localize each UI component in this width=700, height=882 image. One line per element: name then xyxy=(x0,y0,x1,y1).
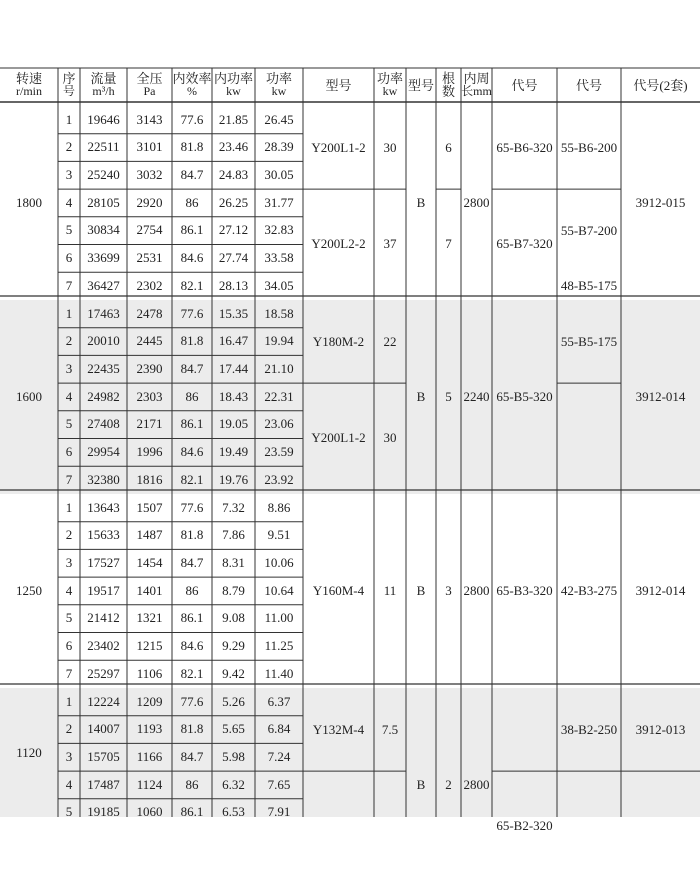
pressure-value: 3032 xyxy=(136,166,163,182)
row-index: 3 xyxy=(65,748,73,764)
pressure-value: 1816 xyxy=(136,471,163,487)
power-value: 6.84 xyxy=(267,721,291,737)
column-header-line1: 功率 xyxy=(265,71,292,86)
motor-pulley-code: 65-B5-320 xyxy=(496,389,553,404)
belt-type: B xyxy=(416,583,426,598)
power-value: 33.58 xyxy=(264,250,294,265)
internal-power-value: 23.46 xyxy=(218,139,249,155)
internal-power-value: 21.85 xyxy=(218,111,249,127)
row-index: 1 xyxy=(65,111,73,127)
power-value: 10.64 xyxy=(264,582,294,598)
flow-value: 36427 xyxy=(87,277,120,293)
flow-value: 28105 xyxy=(87,194,120,210)
column-header-line1: 流量 xyxy=(90,71,117,86)
internal-power-value: 6.32 xyxy=(222,776,245,792)
column-header-line1: 转速 xyxy=(15,71,42,86)
column-header-line1: 代号 xyxy=(575,77,602,93)
belt-count: 3 xyxy=(445,583,452,598)
belt-type: B xyxy=(416,195,426,210)
flow-value: 32380 xyxy=(87,471,120,487)
set-code: 3912-015 xyxy=(635,195,686,210)
column-header-line2: r/min xyxy=(16,84,42,98)
power-value: 18.58 xyxy=(264,305,294,321)
motor-power: 30 xyxy=(383,139,397,155)
flow-value: 15705 xyxy=(87,748,120,764)
internal-power-value: 9.29 xyxy=(222,638,245,653)
column-header-line2: 长mm xyxy=(461,84,492,98)
power-value: 8.86 xyxy=(267,499,291,515)
row-index: 6 xyxy=(65,444,73,459)
belt-type: B xyxy=(416,389,426,404)
internal-power-value: 9.42 xyxy=(222,665,245,681)
pressure-value: 2531 xyxy=(136,250,163,265)
motor-power: 22 xyxy=(383,333,397,349)
efficiency-value: 82.1 xyxy=(180,277,204,293)
motor-model: Y200L2-2 xyxy=(311,236,366,252)
row-index: 3 xyxy=(65,166,73,182)
set-code: 3912-013 xyxy=(635,721,686,737)
speed-value: 1600 xyxy=(16,389,42,404)
row-index: 5 xyxy=(65,416,73,432)
column-header xyxy=(461,68,492,102)
power-value: 30.05 xyxy=(264,166,294,182)
efficiency-value: 84.6 xyxy=(180,444,204,459)
power-value: 34.05 xyxy=(264,277,294,293)
efficiency-value: 77.6 xyxy=(180,111,204,127)
internal-power-value: 18.43 xyxy=(218,388,249,404)
internal-power-value: 16.47 xyxy=(218,333,249,349)
row-index: 7 xyxy=(65,471,73,487)
row-index: 1 xyxy=(65,499,73,515)
flow-value: 29954 xyxy=(87,444,120,459)
fan-pulley-code: 48-B5-175 xyxy=(560,278,618,294)
efficiency-value: 86.1 xyxy=(180,416,204,432)
flow-value: 15633 xyxy=(87,527,120,543)
efficiency-value: 81.8 xyxy=(180,333,204,349)
flow-value: 17463 xyxy=(87,305,120,321)
fan-pulley-code: 55-B5-175 xyxy=(560,333,618,349)
efficiency-value: 77.6 xyxy=(180,305,204,321)
efficiency-value: 77.6 xyxy=(180,499,204,515)
pressure-value: 2478 xyxy=(136,305,163,321)
belt-length: 2240 xyxy=(463,389,490,404)
pressure-value: 1193 xyxy=(136,721,163,737)
column-header xyxy=(406,68,436,102)
column-header xyxy=(172,68,212,102)
motor-model: Y132M-4 xyxy=(312,721,365,737)
motor-power: 11 xyxy=(383,582,397,598)
column-header-line2: kw xyxy=(382,84,398,98)
motor-power: 37 xyxy=(383,236,397,252)
efficiency-value: 84.7 xyxy=(180,554,204,570)
pressure-value: 2390 xyxy=(136,360,163,376)
internal-power-value: 5.65 xyxy=(222,721,245,737)
pressure-value: 1209 xyxy=(136,693,163,709)
power-value: 6.37 xyxy=(267,693,291,709)
column-header xyxy=(374,68,406,102)
flow-value: 14007 xyxy=(87,721,120,737)
column-header xyxy=(0,68,58,102)
pressure-value: 1487 xyxy=(136,527,163,543)
belt-type: B xyxy=(416,776,426,792)
column-header-line1: 根数 xyxy=(441,71,455,99)
column-header-line1: 内周 xyxy=(463,71,490,86)
flow-value: 23402 xyxy=(87,638,120,653)
row-index: 1 xyxy=(65,305,73,321)
belt-count: 2 xyxy=(445,776,452,792)
power-value: 10.06 xyxy=(264,554,294,570)
efficiency-value: 84.6 xyxy=(180,638,204,653)
belt-count: 6 xyxy=(445,139,452,155)
power-value: 11.25 xyxy=(264,638,294,653)
row-index: 2 xyxy=(65,333,73,349)
row-index: 2 xyxy=(65,721,73,737)
fan-pulley-code: 42-B3-275 xyxy=(560,583,618,598)
fan-pulley-code: 55-B6-200 xyxy=(560,139,618,155)
efficiency-value: 86 xyxy=(185,388,199,404)
column-header-line2: Pa xyxy=(143,84,156,98)
power-value: 11.00 xyxy=(264,610,294,626)
row-index: 4 xyxy=(65,582,73,598)
power-value: 23.06 xyxy=(264,416,294,432)
efficiency-value: 86 xyxy=(185,582,199,598)
row-index: 7 xyxy=(65,277,73,293)
row-index: 5 xyxy=(65,222,73,238)
efficiency-value: 84.7 xyxy=(180,748,204,764)
flow-value: 22435 xyxy=(87,360,120,376)
column-header-line2: % xyxy=(187,84,197,98)
efficiency-value: 82.1 xyxy=(180,665,204,681)
motor-pulley-code: 65-B7-320 xyxy=(496,236,553,252)
row-index: 5 xyxy=(65,610,73,626)
column-header-line1: 全压 xyxy=(136,71,163,86)
efficiency-value: 84.7 xyxy=(180,166,204,182)
efficiency-value: 81.8 xyxy=(180,721,204,737)
power-value: 31.77 xyxy=(264,194,294,210)
power-value: 23.59 xyxy=(264,444,294,459)
pressure-value: 1996 xyxy=(136,444,163,459)
row-index: 3 xyxy=(65,554,73,570)
motor-power: 30 xyxy=(383,430,397,446)
column-header xyxy=(255,68,303,102)
flow-value: 20010 xyxy=(87,333,120,349)
belt-count: 5 xyxy=(445,389,452,404)
column-header-line2: kw xyxy=(226,84,241,98)
pressure-value: 3143 xyxy=(136,111,163,127)
pressure-value: 2302 xyxy=(136,277,163,293)
row-index: 7 xyxy=(65,665,73,681)
pressure-value: 1124 xyxy=(136,776,163,792)
set-code: 3912-014 xyxy=(635,583,686,598)
row-index: 5 xyxy=(65,804,73,820)
internal-power-value: 15.35 xyxy=(218,305,249,321)
pressure-value: 2171 xyxy=(136,416,163,432)
internal-power-value: 19.49 xyxy=(218,444,249,459)
internal-power-value: 28.13 xyxy=(218,277,249,293)
flow-value: 19185 xyxy=(87,804,120,820)
internal-power-value: 17.44 xyxy=(218,360,249,376)
pressure-value: 2754 xyxy=(136,222,163,238)
internal-power-value: 19.05 xyxy=(218,416,249,432)
column-header-line1: 代号(2套) xyxy=(633,77,688,93)
column-header-line2: m³/h xyxy=(92,84,115,98)
internal-power-value: 8.79 xyxy=(222,582,245,598)
internal-power-value: 6.53 xyxy=(222,804,245,820)
motor-pulley-code: 65-B3-320 xyxy=(496,583,553,598)
column-header xyxy=(621,68,700,102)
efficiency-value: 86.1 xyxy=(180,222,204,238)
column-header xyxy=(303,68,374,102)
row-index: 4 xyxy=(65,388,73,404)
column-header-line1: 型号 xyxy=(407,77,434,93)
internal-power-value: 5.26 xyxy=(222,693,245,709)
motor-model: Y200L1-2 xyxy=(311,139,366,155)
flow-value: 22511 xyxy=(87,139,120,155)
column-header-line1: 序 xyxy=(62,71,76,86)
flow-value: 19517 xyxy=(87,582,120,598)
flow-value: 13643 xyxy=(87,499,120,515)
efficiency-value: 81.8 xyxy=(180,139,204,155)
flow-value: 21412 xyxy=(87,610,120,626)
internal-power-value: 24.83 xyxy=(218,166,249,182)
internal-power-value: 8.31 xyxy=(222,554,245,570)
internal-power-value: 7.86 xyxy=(222,527,245,543)
efficiency-value: 82.1 xyxy=(180,471,204,487)
flow-value: 25297 xyxy=(87,665,120,681)
pressure-value: 2920 xyxy=(136,194,163,210)
power-value: 19.94 xyxy=(264,333,294,349)
motor-power: 7.5 xyxy=(381,721,399,737)
column-header xyxy=(492,68,557,102)
column-header-line1: 内效率 xyxy=(172,71,212,86)
belt-length: 2800 xyxy=(463,583,490,598)
efficiency-value: 86 xyxy=(185,776,199,792)
row-index: 2 xyxy=(65,139,73,155)
efficiency-value: 81.8 xyxy=(180,527,204,543)
power-value: 7.65 xyxy=(267,776,291,792)
fan-pulley-code: 55-B7-200 xyxy=(560,222,618,238)
power-value: 7.24 xyxy=(267,748,291,764)
column-header xyxy=(436,68,461,102)
belt-length: 2800 xyxy=(463,776,490,792)
pressure-value: 2445 xyxy=(136,333,163,349)
internal-power-value: 27.74 xyxy=(218,250,249,265)
column-header-line1: 功率 xyxy=(376,71,403,86)
motor-model: Y180M-2 xyxy=(312,333,365,349)
power-value: 23.92 xyxy=(264,471,294,487)
motor-model: Y200L1-2 xyxy=(311,430,366,446)
flow-value: 24982 xyxy=(87,388,120,404)
flow-value: 19646 xyxy=(87,111,120,127)
row-index: 3 xyxy=(65,360,73,376)
belt-length: 2800 xyxy=(463,195,490,210)
flow-value: 27408 xyxy=(87,416,120,432)
efficiency-value: 86.1 xyxy=(180,610,204,626)
row-index: 1 xyxy=(65,693,73,709)
flow-value: 17487 xyxy=(87,776,120,792)
efficiency-value: 86 xyxy=(185,194,199,210)
pressure-value: 1106 xyxy=(136,665,163,681)
internal-power-value: 19.76 xyxy=(218,471,249,487)
motor-model: Y160M-4 xyxy=(312,582,365,598)
flow-value: 30834 xyxy=(87,222,120,238)
row-index: 4 xyxy=(65,776,73,792)
pressure-value: 1507 xyxy=(136,499,163,515)
internal-power-value: 7.32 xyxy=(222,499,245,515)
efficiency-value: 77.6 xyxy=(180,693,204,709)
power-value: 7.91 xyxy=(267,804,291,820)
column-header-line1: 内功率 xyxy=(213,71,253,86)
power-value: 28.39 xyxy=(264,139,294,155)
power-value: 11.40 xyxy=(264,665,294,681)
pressure-value: 1166 xyxy=(136,748,163,764)
power-value: 21.10 xyxy=(264,360,294,376)
motor-pulley-code: 65-B2-320 xyxy=(496,818,553,834)
power-value: 32.83 xyxy=(264,222,294,238)
pressure-value: 1401 xyxy=(136,582,163,598)
pressure-value: 1060 xyxy=(136,804,163,820)
power-value: 22.31 xyxy=(264,388,294,404)
column-header xyxy=(80,68,127,102)
flow-value: 33699 xyxy=(87,250,120,265)
internal-power-value: 26.25 xyxy=(218,194,249,210)
pressure-value: 1215 xyxy=(136,638,163,653)
speed-value: 1120 xyxy=(16,744,42,760)
efficiency-value: 84.7 xyxy=(180,360,204,376)
pressure-value: 1454 xyxy=(136,554,163,570)
column-header xyxy=(212,68,255,102)
row-index: 6 xyxy=(65,250,73,265)
power-value: 26.45 xyxy=(264,111,294,127)
column-header-line1: 型号 xyxy=(325,77,352,93)
column-header-line2: 号 xyxy=(62,84,75,98)
column-header xyxy=(557,68,621,102)
internal-power-value: 5.98 xyxy=(222,748,245,764)
internal-power-value: 27.12 xyxy=(218,222,249,238)
speed-value: 1800 xyxy=(16,195,42,210)
column-header-line1: 代号 xyxy=(511,77,538,93)
pressure-value: 3101 xyxy=(136,139,163,155)
pressure-value: 1321 xyxy=(136,610,163,626)
column-header xyxy=(127,68,172,102)
speed-value: 1250 xyxy=(16,583,42,598)
row-index: 2 xyxy=(65,527,73,543)
pressure-value: 2303 xyxy=(136,388,163,404)
efficiency-value: 86.1 xyxy=(180,804,204,820)
power-value: 9.51 xyxy=(267,527,291,543)
internal-power-value: 9.08 xyxy=(222,610,245,626)
set-code: 3912-014 xyxy=(635,389,686,404)
motor-pulley-code: 65-B6-320 xyxy=(496,139,553,155)
flow-value: 12224 xyxy=(87,693,120,709)
flow-value: 17527 xyxy=(87,554,120,570)
fan-pulley-code: 38-B2-250 xyxy=(560,721,618,737)
column-header-line2: kw xyxy=(271,84,287,98)
efficiency-value: 84.6 xyxy=(180,250,204,265)
row-index: 4 xyxy=(65,194,73,210)
flow-value: 25240 xyxy=(87,166,120,182)
column-header xyxy=(58,68,80,102)
row-index: 6 xyxy=(65,638,73,653)
belt-count: 7 xyxy=(445,236,452,252)
